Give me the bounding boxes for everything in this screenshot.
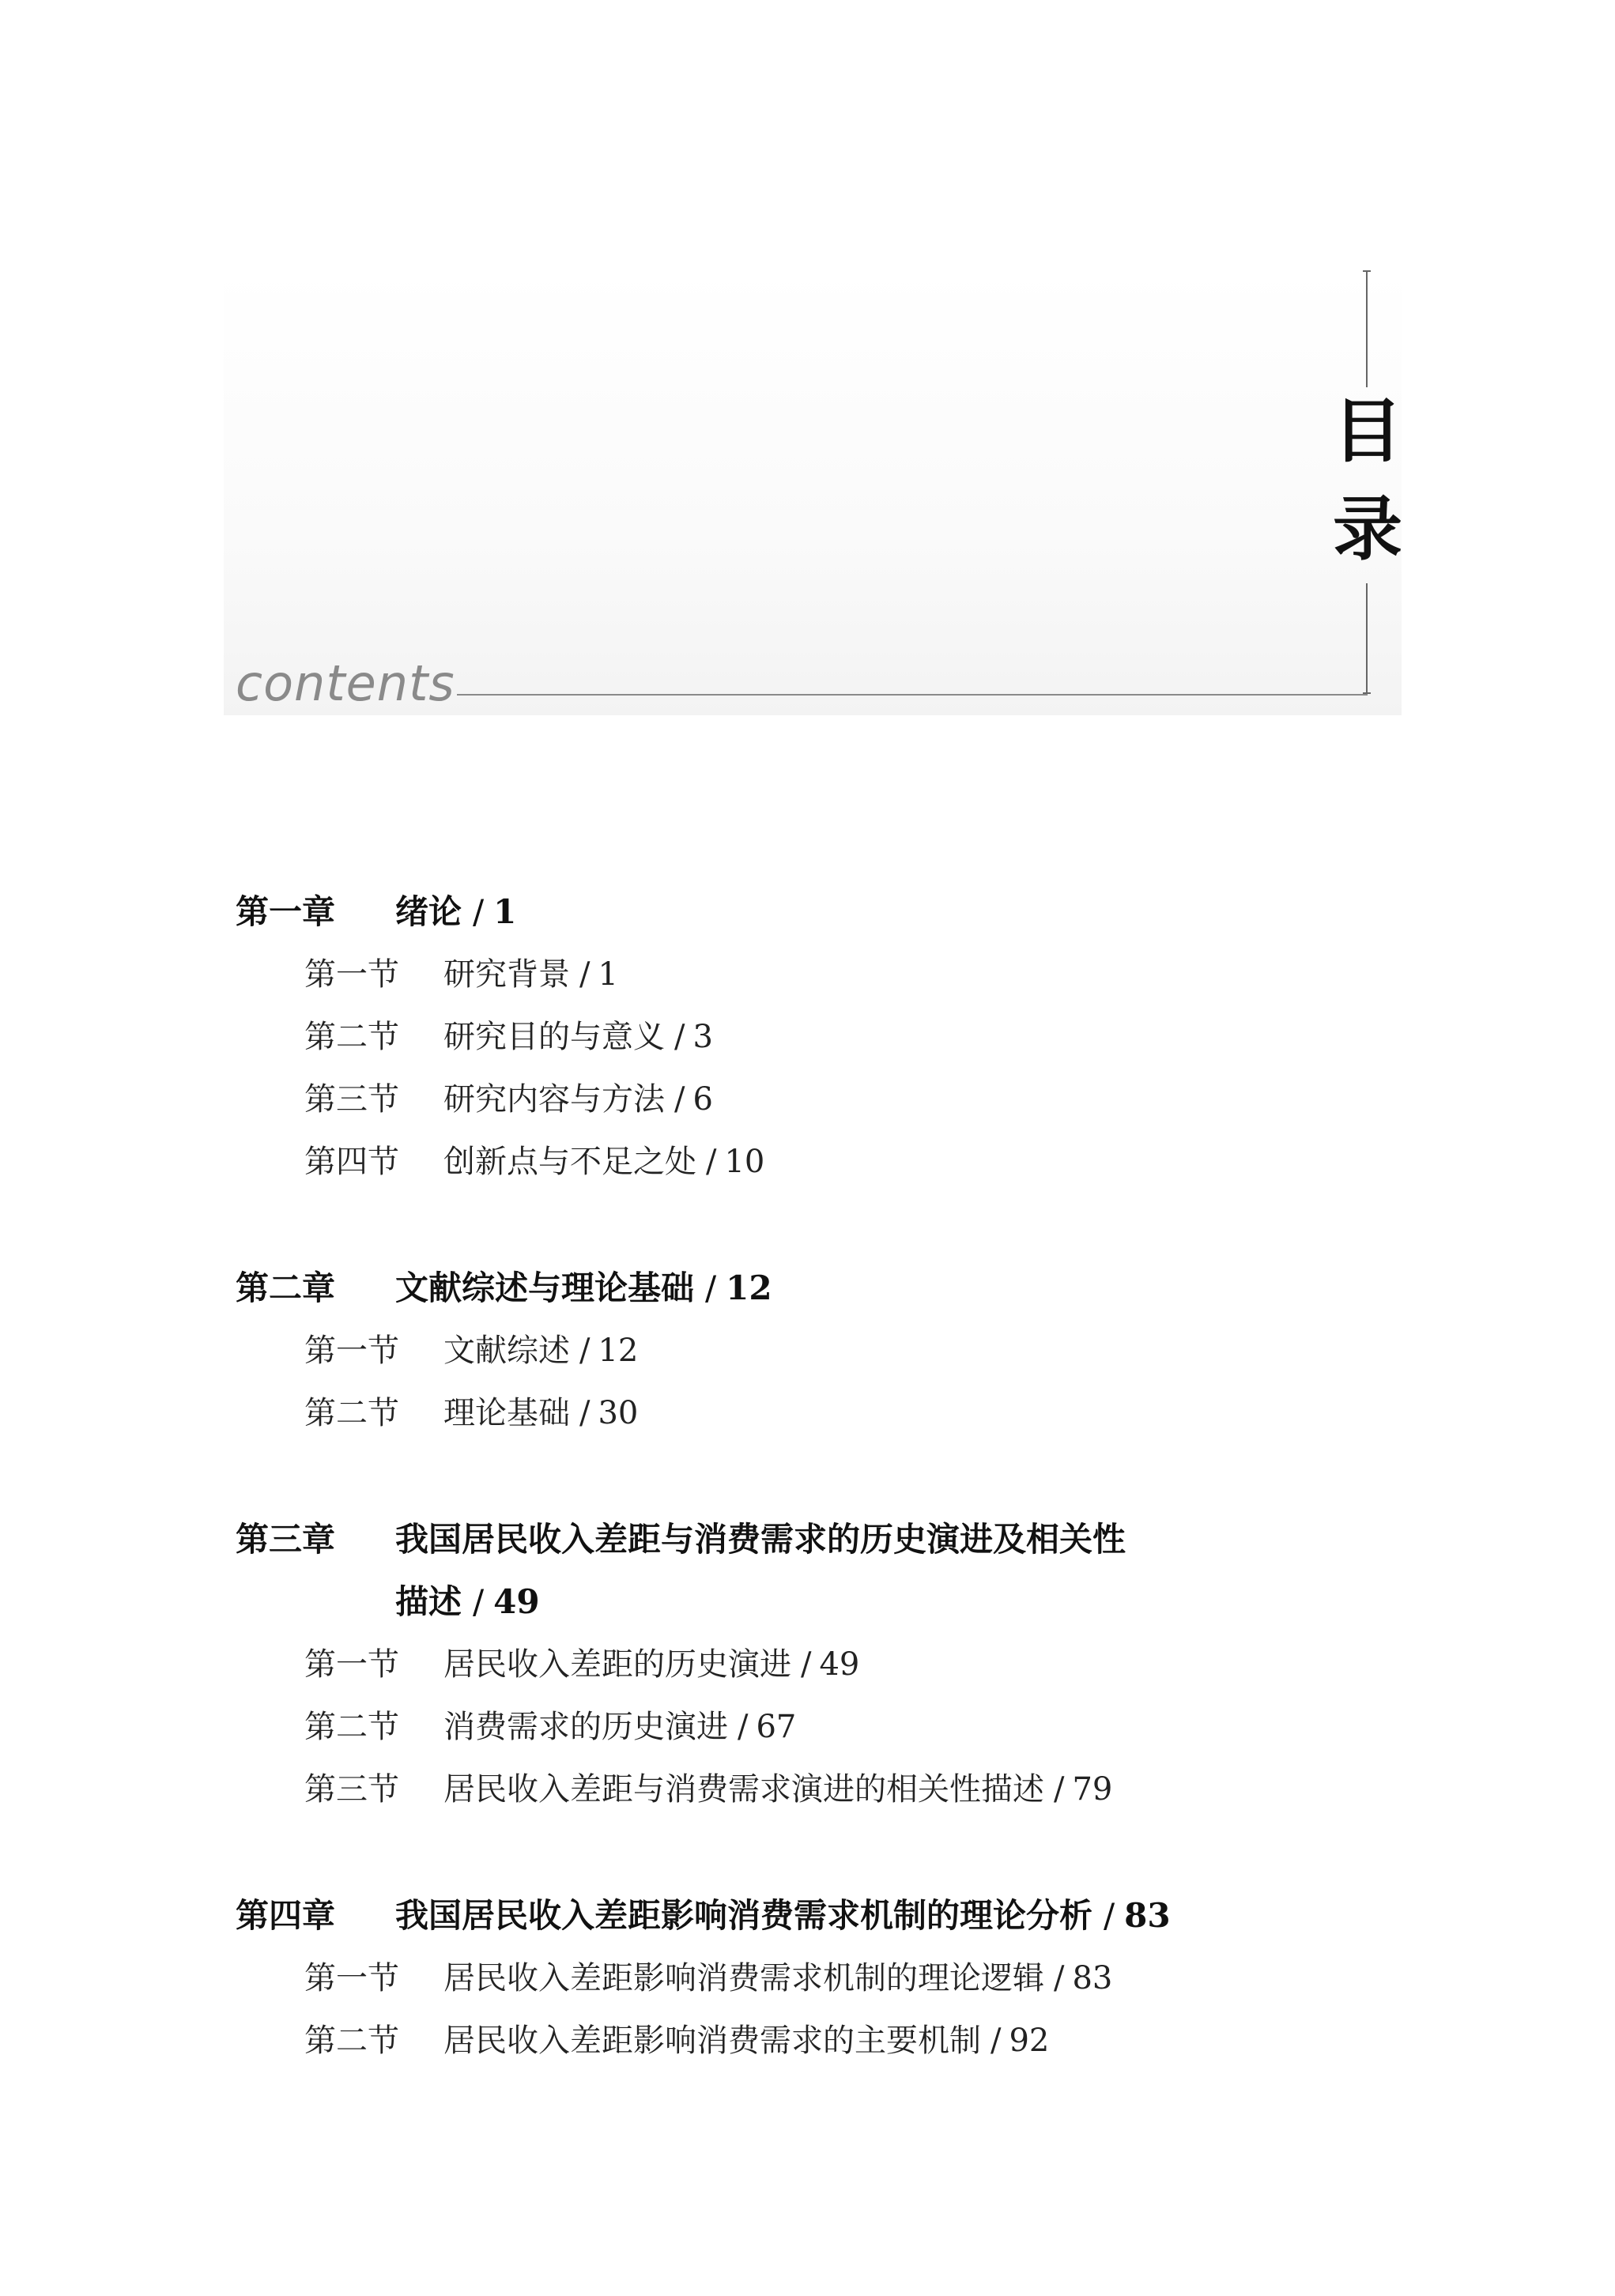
chapter-number: 第三章 <box>236 1520 336 1559</box>
section-number: 第一节 <box>304 1333 399 1369</box>
toc-title-char-lu: 录 <box>1332 488 1402 570</box>
section-number: 第二节 <box>304 1019 399 1055</box>
section-page: 83 <box>1072 1960 1113 1996</box>
section-title: 研究目的与意义 <box>443 1019 665 1055</box>
chapter-number: 第一章 <box>236 892 336 931</box>
page-separator: / <box>674 1081 685 1118</box>
section-number: 第三节 <box>304 1771 399 1808</box>
header-background <box>224 269 1402 715</box>
page-separator: / <box>674 1019 685 1055</box>
page-separator: / <box>473 1582 485 1621</box>
section-page: 10 <box>724 1144 765 1180</box>
section-number: 第三节 <box>304 1081 399 1118</box>
page-separator: / <box>473 892 485 931</box>
section-page: 79 <box>1072 1771 1113 1808</box>
header-vertical-rule-bottom <box>1366 583 1368 694</box>
section-page: 30 <box>598 1395 639 1431</box>
section-4-2-entry[interactable] <box>304 2019 1049 2063</box>
section-number: 第二节 <box>304 1709 399 1745</box>
chapter-title: 绪论 <box>395 892 462 931</box>
chapter-page: 1 <box>493 892 517 931</box>
section-title: 居民收入差距影响消费需求的主要机制 <box>443 2023 981 2059</box>
chapter-4-entry[interactable] <box>236 1894 1171 1938</box>
section-page: 1 <box>598 956 618 993</box>
page-separator: / <box>991 2023 1002 2059</box>
section-1-4-entry[interactable] <box>304 1140 764 1184</box>
page-separator: / <box>1054 1771 1065 1808</box>
section-title: 居民收入差距的历史演进 <box>443 1646 791 1683</box>
page-separator: / <box>738 1709 749 1745</box>
section-number: 第二节 <box>304 1395 399 1431</box>
section-title: 文献综述 <box>443 1333 570 1369</box>
section-3-2-entry[interactable] <box>304 1705 796 1749</box>
section-title: 研究背景 <box>443 956 570 993</box>
section-1-3-entry[interactable] <box>304 1077 713 1122</box>
chapter-2-entry[interactable] <box>236 1266 772 1310</box>
section-number: 第一节 <box>304 1646 399 1683</box>
chapter-3-entry[interactable] <box>236 1517 1126 1562</box>
header-rule-bottom-tick <box>1363 692 1371 694</box>
section-page: 6 <box>692 1081 713 1118</box>
chapter-1-entry[interactable] <box>236 890 516 934</box>
page-separator: / <box>1104 1896 1115 1935</box>
page-separator: / <box>579 1333 591 1369</box>
section-2-1-entry[interactable] <box>304 1329 638 1373</box>
section-1-2-entry[interactable] <box>304 1015 713 1059</box>
chapter-page: 49 <box>493 1582 540 1621</box>
section-page: 92 <box>1009 2023 1050 2059</box>
chapter-page: 83 <box>1124 1896 1171 1935</box>
header-horizontal-rule <box>457 694 1368 696</box>
toc-title-char-mu: 目 <box>1332 390 1402 472</box>
page-separator: / <box>706 1144 717 1180</box>
section-page: 67 <box>756 1709 797 1745</box>
section-title: 理论基础 <box>443 1395 570 1431</box>
section-1-1-entry[interactable] <box>304 952 618 997</box>
header-vertical-rule-top <box>1366 270 1368 387</box>
section-title: 居民收入差距影响消费需求机制的理论逻辑 <box>443 1960 1044 1996</box>
chapter-title: 我国居民收入差距影响消费需求机制的理论分析 <box>395 1896 1093 1935</box>
section-number: 第四节 <box>304 1144 399 1180</box>
chapter-number: 第四章 <box>236 1896 336 1935</box>
page-separator: / <box>801 1646 812 1683</box>
chapter-page: 12 <box>726 1269 772 1307</box>
chapter-title-continuation: 描述 <box>395 1582 462 1621</box>
chapter-3-entry-continuation[interactable] <box>395 1580 540 1624</box>
section-3-3-entry[interactable] <box>304 1767 1112 1812</box>
section-4-1-entry[interactable] <box>304 1956 1112 2000</box>
page-separator: / <box>705 1269 717 1307</box>
section-number: 第二节 <box>304 2023 399 2059</box>
section-title: 消费需求的历史演进 <box>443 1709 728 1745</box>
page-separator: / <box>579 1395 591 1431</box>
chapter-number: 第二章 <box>236 1269 336 1307</box>
section-page: 49 <box>819 1646 860 1683</box>
chapter-title: 文献综述与理论基础 <box>395 1269 695 1307</box>
section-number: 第一节 <box>304 1960 399 1996</box>
section-2-2-entry[interactable] <box>304 1391 638 1435</box>
chapter-title: 我国居民收入差距与消费需求的历史演进及相关性 <box>395 1520 1126 1559</box>
section-title: 创新点与不足之处 <box>443 1144 696 1180</box>
section-page: 12 <box>598 1333 639 1369</box>
contents-label: contents <box>236 654 455 712</box>
section-number: 第一节 <box>304 956 399 993</box>
section-title: 居民收入差距与消费需求演进的相关性描述 <box>443 1771 1044 1808</box>
section-title: 研究内容与方法 <box>443 1081 665 1118</box>
section-page: 3 <box>692 1019 713 1055</box>
section-3-1-entry[interactable] <box>304 1642 859 1687</box>
page-separator: / <box>1054 1960 1065 1996</box>
page-separator: / <box>579 956 591 993</box>
